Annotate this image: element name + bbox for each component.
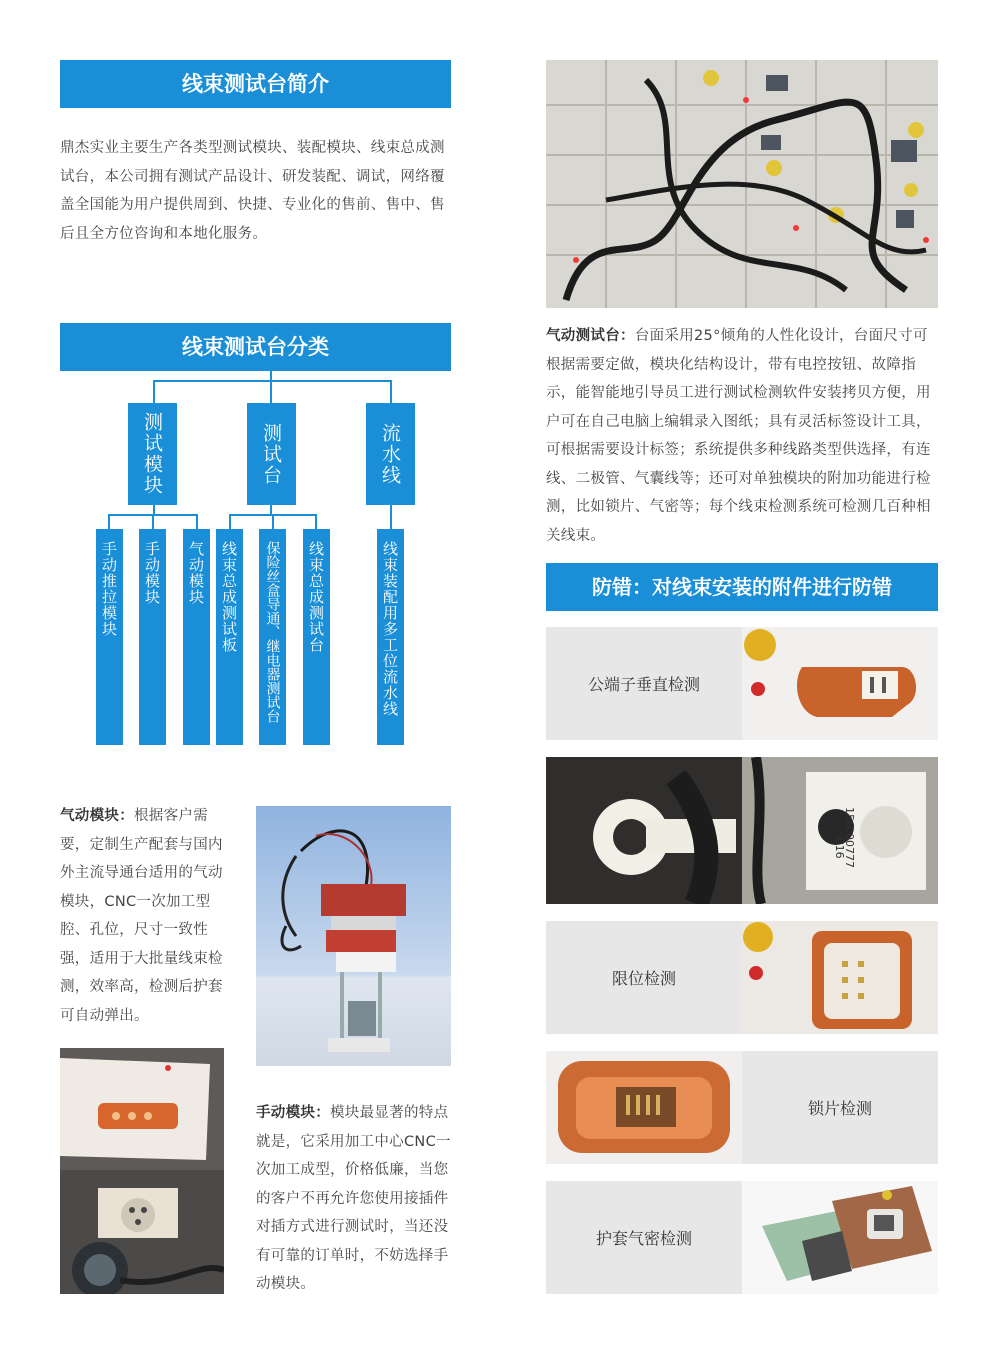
error-card-terminal-vertical	[546, 627, 742, 740]
intro-title-bar	[60, 60, 451, 108]
tree-connector	[152, 514, 154, 529]
pneumatic-module-heading: 气动模块：	[60, 808, 134, 824]
cable-tie-clip-photo	[546, 757, 938, 904]
leaf-label: 气动模块	[187, 541, 205, 605]
leaf-harness-test-board	[216, 529, 243, 745]
label-code-text-2: C16	[833, 837, 846, 859]
pneumatic-module-photo	[256, 806, 451, 1066]
pneumatic-module-text: 根据客户需要，定制生产配套与国内外主流导通台适用的气动模块，CNC一次加工型腔、孔位，尺寸一致性强，适用于大批量线束检测，效率高，检测后护套可自动弹出。	[60, 808, 223, 1024]
classification-title-bar	[60, 323, 451, 371]
intro-paragraph: 鼎杰实业主要生产各类型测试模块、装配模块、线束总成测试台，本公司拥有测试产品设计、研发装配、调试，网络覆盖全国能为用户提供周到、快捷、专业化的售前、售中、售后且全方位咨询和本地化服务。	[60, 140, 445, 242]
tree-connector	[390, 380, 392, 403]
manual-module-text: 模块最显著的特点就是，它采用加工中心CNC一次加工成型，价格低廉，当您的客户不再允许您使用接插件对插方式进行测试时，当还没有可靠的订单时，不妨选择手动模块。	[256, 1105, 451, 1292]
terminal-vertical-photo	[742, 627, 938, 740]
tree-connector	[272, 514, 274, 529]
tree-connector	[153, 380, 391, 382]
error-card-label: 公端子垂直检测	[587, 675, 700, 694]
category-label: 测试台	[260, 422, 282, 486]
category-assembly-line	[366, 403, 415, 505]
error-card-airtight	[546, 1181, 742, 1294]
tree-connector	[196, 514, 198, 529]
manual-module-paragraph	[256, 1099, 452, 1299]
leaf-label: 线束装配用多工位流水线	[381, 541, 399, 717]
pneumatic-module-paragraph	[60, 802, 225, 1030]
tree-connector	[229, 514, 231, 529]
error-card-label: 护套气密检测	[595, 1229, 692, 1248]
leaf-fuse-box-relay-bench	[259, 529, 286, 745]
limit-position-photo	[742, 921, 938, 1034]
tree-connector	[315, 514, 317, 529]
error-card-label: 限位检测	[611, 969, 676, 988]
pneumatic-bench-heading: 气动测试台：	[546, 328, 635, 344]
locking-tab-photo	[546, 1051, 742, 1164]
tree-connector	[108, 514, 110, 529]
category-label: 测试模块	[141, 412, 163, 496]
leaf-label: 线束总成测试板	[220, 541, 238, 653]
error-card-label: 锁片检测	[807, 1099, 872, 1118]
manual-module-heading: 手动模块：	[256, 1105, 330, 1121]
manual-module-photo-1	[60, 1048, 224, 1170]
error-card-limit-position	[546, 921, 742, 1034]
leaf-manual-module	[139, 529, 166, 745]
classification-title: 线束测试台分类	[182, 335, 329, 359]
category-test-bench	[247, 403, 296, 505]
tree-connector	[390, 505, 392, 529]
error-proofing-title: 防错：对线束安装的附件进行防错	[592, 575, 892, 599]
airtight-cad-photo	[742, 1181, 938, 1294]
pneumatic-bench-paragraph	[546, 322, 940, 550]
intro-title: 线束测试台简介	[182, 72, 329, 96]
leaf-harness-test-bench	[303, 529, 330, 745]
pneumatic-bench-photo	[546, 60, 938, 308]
leaf-pneumatic-module	[183, 529, 210, 745]
leaf-manual-push-pull-module	[96, 529, 123, 745]
error-card-locking-tab	[742, 1051, 938, 1164]
manual-module-photo-2	[60, 1170, 224, 1294]
leaf-assembly-line	[377, 529, 404, 745]
category-test-module	[128, 403, 177, 505]
tree-connector	[270, 380, 272, 403]
tree-connector	[153, 380, 155, 403]
leaf-label: 线束总成测试台	[307, 541, 325, 653]
leaf-label: 保险丝盒导通、继电器测试台	[264, 541, 281, 723]
category-label: 流水线	[379, 422, 401, 486]
label-code-text: 15G 00777	[843, 807, 856, 869]
error-proofing-title-bar	[546, 563, 938, 611]
pneumatic-bench-text: 台面采用25°倾角的人性化设计，台面尺寸可根据需要定做，模块化结构设计，带有电控按钮、故障指示，能智能地引导员工进行测试检测软件安装拷贝方便，用户可在自己电脑上编辑录入图纸；具有灵活标签设计工具，可根据需要设计标签；系统提供多种线路类型供选择，有连线、二极管、气囊线等；还可对单独模块的附加功能进行检测，比如锁片、气密等；每个线束检测系统可检测几百种相关线束。	[546, 328, 931, 544]
leaf-label: 手动推拉模块	[100, 541, 118, 637]
leaf-label: 手动模块	[143, 541, 161, 605]
